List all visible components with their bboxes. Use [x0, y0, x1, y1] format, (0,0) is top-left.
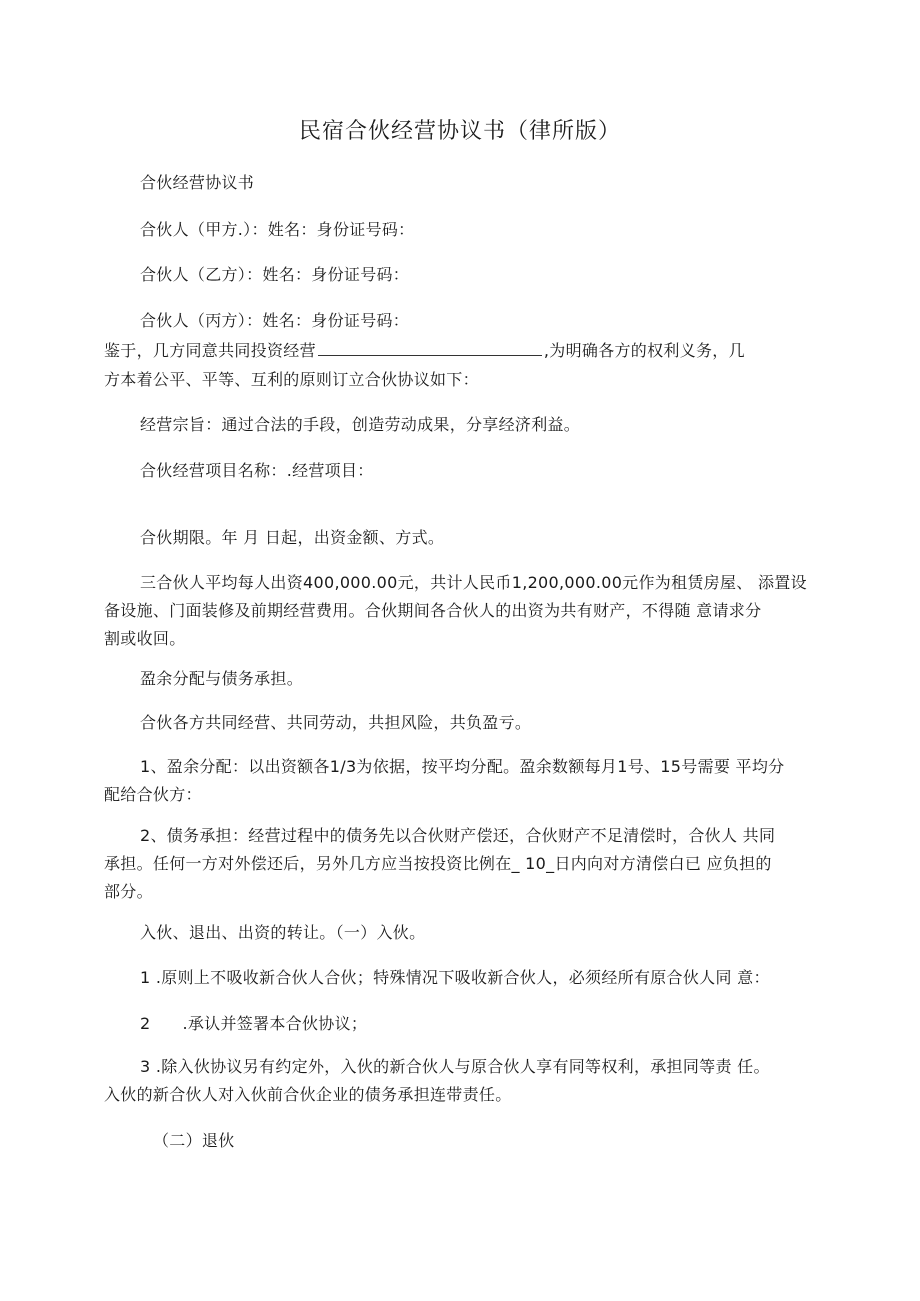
- shared-risk-paragraph: 合伙各方共同经营、共同劳动，共担风险，共负盈亏。: [140, 713, 532, 732]
- admission-heading: 入伙、退出、出资的转让。（一）入伙。: [140, 923, 426, 942]
- party-a-line: 合伙人（甲方.）：姓名：身份证号码：: [140, 220, 415, 239]
- capital-line-1: 三合伙人平均每人出资400,000.00元，共计人民币1,200,000.00元作为租赁房屋、 添置设: [140, 573, 807, 592]
- preamble-text-b: ,为明确各方的权利义务，几: [543, 341, 745, 360]
- withdrawal-heading: （二）退伙: [153, 1131, 235, 1150]
- profit-heading: 盈余分配与债务承担。: [140, 669, 304, 688]
- business-name-blank: [318, 341, 542, 356]
- debt-line-1: 2、债务承担：经营过程中的债务先以合伙财产偿还，合伙财产不足清偿时，合伙人 共同: [140, 826, 776, 845]
- admission-item-2-number: 2: [140, 1014, 151, 1033]
- admission-item-3-line-2: 入伙的新合伙人对入伙前合伙企业的债务承担连带责任。: [104, 1085, 512, 1104]
- preamble-line-1: [104, 341, 745, 361]
- term-paragraph: 合伙期限。年 月 日起，出资金额、方式。: [140, 528, 445, 547]
- debt-line-2: 承担。任何一方对外偿还后，另外几方应当按投资比例在_ 10_日内向对方清偿白已 应负担的: [104, 854, 772, 873]
- project-paragraph: 合伙经营项目名称：.经营项目：: [140, 461, 374, 480]
- admission-item-2: [140, 1014, 367, 1034]
- admission-item-2-text: .承认并签署本合伙协议；: [182, 1014, 368, 1033]
- document-subtitle: 合伙经营协议书: [140, 173, 255, 192]
- admission-item-1: 1 .原则上不吸收新合伙人合伙；特殊情况下吸收新合伙人，必须经所有原合伙人同 意：: [140, 968, 770, 987]
- preamble-text-a: 鉴于，几方同意共同投资经营: [104, 341, 316, 360]
- party-c-line: 合伙人（丙方）：姓名：身份证号码：: [140, 311, 410, 330]
- admission-item-3-line-1: 3 .除入伙协议另有约定外，入伙的新合伙人与原合伙人享有同等权利，承担同等责 任。: [140, 1057, 770, 1076]
- capital-line-3: 割或收回。: [104, 629, 186, 648]
- profit-distribution-line-1: 1、盈余分配：以出资额各1/3为依据，按平均分配。盈余数额每月1号、15号需要 平均分: [140, 757, 785, 776]
- document-title: 民宿合伙经营协议书（律所版）: [298, 119, 621, 144]
- profit-distribution-line-2: 配给合伙方：: [104, 785, 202, 804]
- debt-line-3: 部分。: [104, 882, 153, 901]
- purpose-paragraph: 经营宗旨：通过合法的手段，创造劳动成果，分享经济利益。: [140, 415, 581, 434]
- party-b-line: 合伙人（乙方）：姓名：身份证号码：: [140, 265, 410, 284]
- preamble-line-2: 方本着公平、平等、互利的原则订立合伙协议如下：: [104, 370, 479, 389]
- capital-line-2: 备设施、门面装修及前期经营费用。合伙期间各合伙人的出资为共有财产，不得随 意请求分: [104, 601, 762, 620]
